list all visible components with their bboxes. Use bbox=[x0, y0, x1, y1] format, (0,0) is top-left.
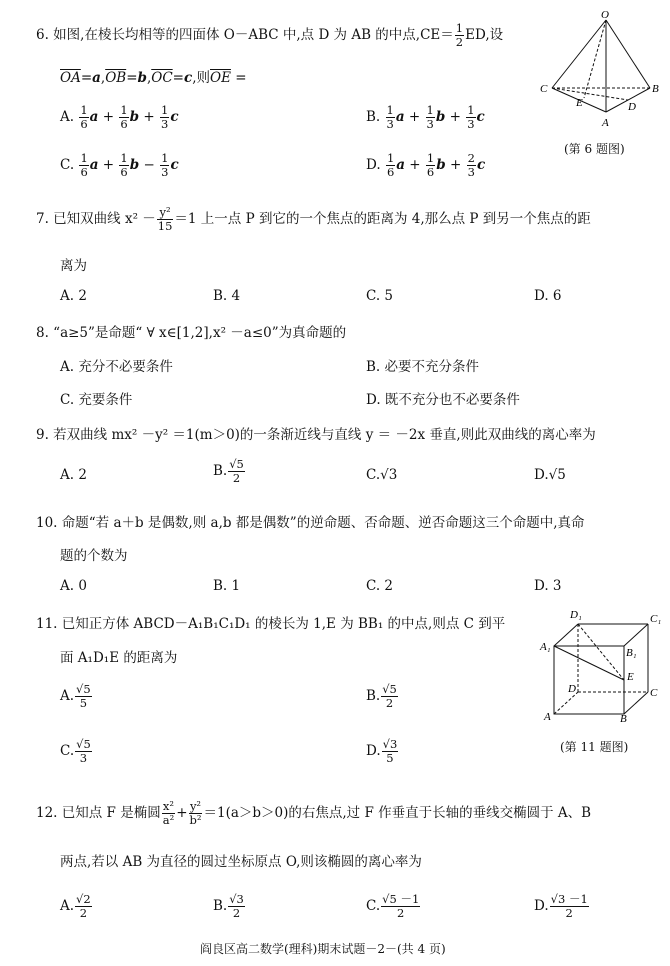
q10-option-a[interactable]: A. 0 bbox=[60, 578, 87, 594]
q12-option-c-letter: C. bbox=[366, 898, 381, 914]
q11-stem-line1: 11. 已知正方体 ABCD－A₁B₁C₁D₁ 的棱长为 1,E 为 BB₁ 的中点,则点 C 到平 bbox=[36, 616, 506, 632]
q6-label-o: O bbox=[601, 9, 609, 21]
q9-stem: 9. 若双曲线 mx² －y² ＝1(m＞0)的一条渐近线与直线 y ＝ －2x 垂直,则此双曲线的离心率为 bbox=[36, 427, 596, 443]
q12-option-b[interactable] bbox=[213, 893, 246, 920]
q7-stem-pre: 7. 已知双曲线 x² － bbox=[36, 211, 156, 227]
q10-option-b[interactable]: B. 1 bbox=[213, 578, 241, 594]
q12-stem-line1: 12. 已知点 F 是椭圆 $\frac{\text{x²}}{\text{a²}}$ + $\frac{\text{y²}}{\text{b²}}$ ＝1(a＞b＞0)的右焦点,过 F 作垂直于长轴的垂线交椭圆于 A、B bbox=[36, 799, 592, 827]
q12-option-c-den: 2 bbox=[397, 906, 405, 920]
q12-option-a-den: 2 bbox=[79, 906, 88, 920]
q12-stem-pre: 12. 已知点 F 是椭圆 bbox=[36, 805, 161, 821]
q7-frac-num: y² bbox=[157, 206, 174, 220]
q11-option-b-den: 2 bbox=[385, 696, 394, 710]
q6-stem-tail: ED,设 bbox=[465, 27, 504, 43]
q12-option-b-num: √3 bbox=[229, 892, 244, 906]
q6-vec-oe: $\overline{OE}$ bbox=[210, 70, 231, 86]
q7-option-a[interactable]: A. 2 bbox=[60, 288, 87, 304]
q7-option-c[interactable]: C. 5 bbox=[366, 288, 394, 304]
q11-option-d[interactable] bbox=[366, 738, 399, 765]
q6-ce-den: 2 bbox=[455, 35, 464, 49]
q6-option-a[interactable]: A. $\frac{1}{6}$ a + $\frac{1}{6}$ b + $\frac{1}{3}$ c bbox=[60, 103, 179, 131]
q6-vec-ob: $\overline{OB}$ bbox=[105, 70, 127, 86]
q12-option-b-den: 2 bbox=[232, 906, 241, 920]
q7-option-b[interactable]: B. 4 bbox=[213, 288, 241, 304]
q8-stem: 8. “a≥5”是命题“ ∀ x∈[1,2],x² －a≤0”为真命题的 bbox=[36, 325, 347, 341]
q11-option-c-den: 3 bbox=[79, 751, 88, 765]
q6-option-d-letter: D. bbox=[366, 157, 381, 173]
q11-option-d-letter: D. bbox=[366, 743, 381, 759]
q6-option-a-letter: A. bbox=[60, 109, 75, 125]
q6-option-b-letter: B. bbox=[366, 109, 381, 125]
q8-option-a[interactable]: A. 充分不必要条件 bbox=[60, 359, 173, 375]
q11-option-c-num: √5 bbox=[76, 737, 91, 751]
q10-stem-line2: 题的个数为 bbox=[60, 548, 128, 564]
page-footer: 阎良区高二数学(理科)期末试题－2－(共 4 页) bbox=[200, 942, 446, 956]
q6-figure-caption: (第 6 题图) bbox=[564, 142, 625, 156]
q6-stem-line2: $\overline{OA}=a,\overline{OB}=b,\overline{OC}=c$,则$\overline{OE}$ = bbox=[60, 70, 247, 86]
q10-option-d[interactable]: D. 3 bbox=[534, 578, 562, 594]
q6-vec-oc: $\overline{OC}$ bbox=[151, 70, 173, 86]
q11-option-a-den: 5 bbox=[79, 696, 88, 710]
q9-option-c-letter: C. bbox=[366, 467, 381, 483]
q9-option-d-letter: D. bbox=[534, 467, 549, 483]
q12-option-d[interactable] bbox=[534, 893, 590, 920]
q11-option-d-den: 5 bbox=[386, 751, 394, 765]
q11-option-c[interactable] bbox=[60, 738, 93, 765]
q8-option-b[interactable]: B. 必要不充分条件 bbox=[366, 359, 480, 375]
q12-option-a-num: √2 bbox=[76, 892, 91, 906]
q12-option-d-num: √3 －1 bbox=[550, 892, 588, 906]
q12-option-d-den: 2 bbox=[565, 906, 573, 920]
q9-option-a[interactable]: A. 2 bbox=[60, 467, 87, 483]
q11-label-d: D bbox=[568, 683, 576, 695]
q11-option-c-letter: C. bbox=[60, 743, 75, 759]
q6-ce-num: 1 bbox=[455, 21, 464, 35]
q7-frac-den: 15 bbox=[157, 219, 173, 233]
q11-label-b1: B₁ bbox=[626, 647, 637, 659]
q11-label-a1: A₁ bbox=[540, 641, 551, 653]
q11-label-a: A bbox=[544, 711, 551, 723]
q12-frac1-num: x² bbox=[162, 799, 174, 813]
q6-tetrahedron-figure bbox=[538, 8, 664, 132]
q11-stem-line2: 面 A₁D₁E 的距离为 bbox=[60, 650, 178, 666]
q12-option-c-num: √5 －1 bbox=[382, 892, 420, 906]
q7-option-d[interactable]: D. 6 bbox=[534, 288, 562, 304]
q6-option-d[interactable]: D. $\frac{1}{6}$ a + $\frac{1}{6}$ b + $\frac{2}{3}$ c bbox=[366, 151, 486, 179]
q11-label-c1: C₁ bbox=[650, 613, 662, 625]
q11-option-a-num: √5 bbox=[76, 682, 91, 696]
q12-frac1-den: a² bbox=[162, 813, 175, 827]
q7-stem-line1 bbox=[36, 206, 591, 233]
q12-option-b-letter: B. bbox=[213, 898, 228, 914]
q6-option-c-letter: C. bbox=[60, 157, 75, 173]
q9-option-b-letter: B. bbox=[213, 463, 228, 479]
q12-fraction-y bbox=[189, 800, 203, 827]
q7-stem-post: ＝1 上一点 P 到它的一个焦点的距离为 4,那么点 P 到另一个焦点的距 bbox=[174, 211, 591, 227]
q9-option-d-value: √5 bbox=[548, 467, 566, 483]
q11-label-d1: D₁ bbox=[570, 609, 582, 621]
q12-option-d-letter: D. bbox=[534, 898, 549, 914]
q11-label-e: E bbox=[627, 671, 634, 683]
q8-option-c[interactable]: C. 充要条件 bbox=[60, 392, 133, 408]
q11-figure-caption: (第 11 题图) bbox=[560, 740, 629, 754]
q12-option-c[interactable] bbox=[366, 893, 421, 920]
q12-fraction-x bbox=[162, 800, 175, 827]
q6-option-c[interactable]: C. $\frac{1}{6}$ a + $\frac{1}{6}$ b − $\frac{1}{3}$ c bbox=[60, 151, 179, 179]
q11-cube-figure bbox=[538, 604, 668, 728]
q10-option-c[interactable]: C. 2 bbox=[366, 578, 394, 594]
q6-label-c: C bbox=[540, 83, 548, 95]
q9-option-b[interactable] bbox=[213, 458, 246, 485]
q9-option-c-value: √3 bbox=[380, 467, 398, 483]
q8-option-d[interactable]: D. 既不充分也不必要条件 bbox=[366, 392, 520, 408]
q12-frac2-den: b² bbox=[189, 813, 202, 827]
q6-label-a: A bbox=[602, 117, 609, 129]
q7-stem-line2: 离为 bbox=[60, 258, 87, 274]
q12-option-a-letter: A. bbox=[60, 898, 75, 914]
q6-label-b: B bbox=[652, 83, 659, 95]
q6-stem-text: 6. 如图,在棱长均相等的四面体 O－ABC 中,点 D 为 AB 的中点,CE＝ bbox=[36, 27, 454, 43]
q6-option-b[interactable]: B. $\frac{1}{3}$ a + $\frac{1}{3}$ b + $\frac{1}{3}$ c bbox=[366, 103, 485, 131]
q11-option-a-letter: A. bbox=[60, 688, 75, 704]
q12-stem-post: ＝1(a＞b＞0)的右焦点,过 F 作垂直于长轴的垂线交椭圆于 A、B bbox=[203, 805, 592, 821]
q9-option-b-num: √5 bbox=[229, 457, 244, 471]
q9-option-d[interactable] bbox=[534, 467, 566, 483]
q11-option-a[interactable] bbox=[60, 683, 93, 710]
q6-ce-fraction bbox=[455, 22, 464, 49]
q10-stem-line1: 10. 命题“若 a＋b 是偶数,则 a,b 都是偶数”的逆命题、否命题、逆否命题这三个命题中,真命 bbox=[36, 515, 585, 531]
q6-label-e: E bbox=[576, 97, 583, 109]
q6-stem-line1 bbox=[36, 22, 503, 49]
q6-vec-oa: $\overline{OA}$ bbox=[60, 70, 81, 86]
q7-fraction bbox=[157, 206, 174, 233]
q11-option-b-letter: B. bbox=[366, 688, 381, 704]
q11-option-b[interactable] bbox=[366, 683, 399, 710]
q11-label-c: C bbox=[650, 687, 658, 699]
q6-label-d: D bbox=[628, 101, 636, 113]
q11-option-b-num: √5 bbox=[382, 682, 397, 696]
q9-option-c[interactable] bbox=[366, 467, 397, 483]
q12-option-a[interactable] bbox=[60, 893, 93, 920]
q12-frac2-num: y² bbox=[189, 799, 202, 813]
q11-option-d-num: √3 bbox=[382, 737, 398, 751]
q11-label-b: B bbox=[620, 713, 627, 725]
q9-option-b-den: 2 bbox=[232, 471, 241, 485]
q12-stem-line2: 两点,若以 AB 为直径的圆过坐标原点 O,则该椭圆的离心率为 bbox=[60, 854, 422, 870]
